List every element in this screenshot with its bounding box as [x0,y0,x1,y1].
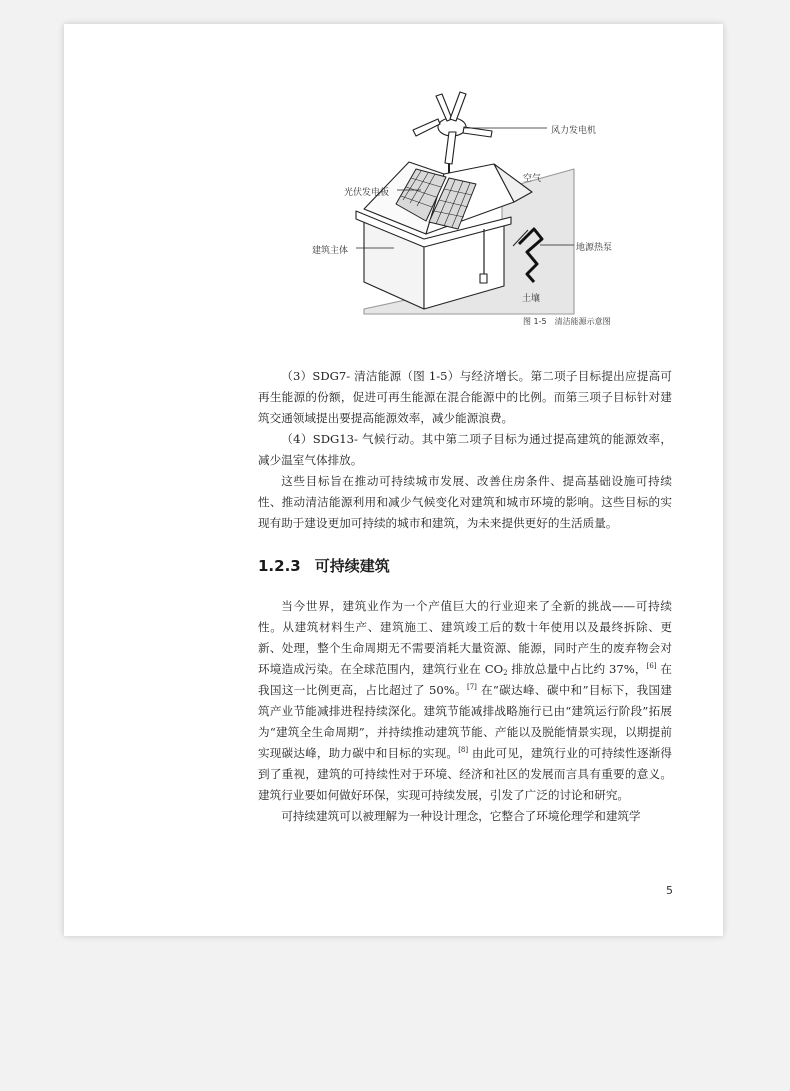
label-soil: 土壤 [522,294,541,304]
label-building-body: 建筑主体 [312,246,349,256]
label-heat-pump: 地源热泵 [576,243,613,253]
page-number: 5 [666,884,673,897]
house-illustration [64,24,723,344]
section-number: 1.2.3 [258,557,301,575]
citation-7: [7] [467,683,477,691]
paragraph-sdg13: （4）SDG13- 气候行动。其中第二项子目标为通过提高建筑的能源效率，减少温室气体排放。 [258,432,672,467]
label-air: 空气 [523,174,542,184]
wind-turbine-graphic [413,92,492,174]
book-page [64,24,723,936]
figure-caption: 图 1-5 清洁能源示意图 [523,317,611,326]
label-wind-turbine: 风力发电机 [551,126,597,136]
clean-energy-figure [64,24,723,344]
paragraph-sustainability-challenge: 当今世界，建筑业作为一个产值巨大的行业迎来了全新的挑战——可持续性。从建筑材料生产、建筑施工、建筑竣工后的数十年使用以及最终拆除、更新、处理，整个生命周期无不需要消耗大量资源、能源，同时产生的废弃物会对环境造成污染。在全球范围内，建筑行业在 $CO_2$ 排放总量中占比约 37%，[6] 在我国这一比例更高，占比超过了 50%。[7] 在“碳达峰、碳中和”目标下，我国建筑产业节能减排进程持续深化。建筑节能减排战略施行已由“建筑运行阶段”拓展为“建筑全生命周期”，并持续推动建筑节能、产能以及脱能情景实现，以期提前实现碳达峰，助力碳中和目标的实现。[8] 由此可见，建筑行业的可持续性逐渐得到了重视，建筑的可持续性对于环境、经济和社区的发展而言具有重要的意义。建筑行业要如何做好环保，实现可持续发展，引发了广泛的讨论和研究。 [258,599,673,802]
citation-6: [6] [646,662,657,670]
citation-8: [8] [458,746,469,754]
body-text-bottom [258,596,672,827]
section-heading [258,555,390,576]
paragraph-goals-summary: 这些目标旨在推动可持续城市发展、改善住房条件、提高基础设施可持续性、推动清洁能源利用和减少气候变化对建筑和城市环境的影响。这些目标的实现有助于建设更加可持续的城市和建筑，为未来提供更好的生活质量。 [258,474,672,530]
paragraph-sustainable-building-def: 可持续建筑可以被理解为一种设计理念，它整合了环境伦理学和建筑学 [281,809,641,823]
paragraph-sdg7: （3）SDG7- 清洁能源（图 1-5）与经济增长。第二项子目标提出应提高可再生能源的份额，促进可再生能源在混合能源中的比例。而第三项子目标针对建筑交通领域提出要提高能源效率，减少能源浪费。 [258,369,672,425]
section-title: 可持续建筑 [314,557,390,575]
label-pv-panel: 光伏发电板 [344,188,390,198]
co2-subscript: 2 [503,669,508,677]
body-text-top [258,366,672,534]
